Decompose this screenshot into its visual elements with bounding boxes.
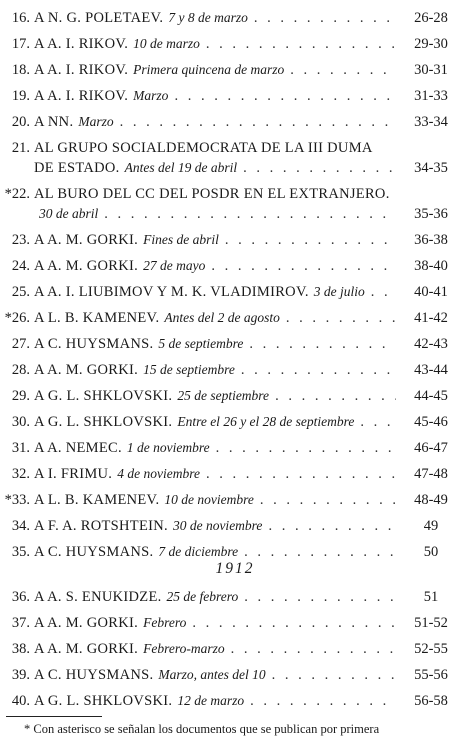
entry-recipient: A F. A. ROTSHTEIN. (34, 518, 168, 534)
dot-leader (286, 310, 396, 327)
entry-number: 23. (11, 232, 30, 248)
entry-recipient: A G. L. SHKLOVSKI. (34, 414, 173, 430)
entry-number: 34. (11, 518, 30, 534)
dot-leader (371, 284, 396, 301)
entry-date: 25 de septiembre (177, 388, 270, 403)
entry-date: 30 de noviembre (172, 518, 263, 533)
entry-date: Antes del 2 de agosto (164, 310, 280, 325)
entry-line (34, 667, 396, 684)
entry-line (34, 10, 396, 27)
entry-date: 12 de marzo (177, 693, 245, 708)
contents-entry (0, 663, 470, 689)
entry-line (34, 258, 396, 275)
dot-leader (206, 36, 396, 53)
entry-pages: 51 (423, 589, 439, 605)
entry-number: *26. (4, 310, 30, 326)
entry-number: 25. (11, 284, 30, 300)
entry-pages: 26-28 (414, 10, 448, 26)
dot-leader (120, 114, 396, 131)
contents-entry (0, 514, 470, 540)
contents-list-1911 (0, 6, 470, 566)
entry-date: 27 de mayo (143, 258, 206, 273)
entry-number: 35. (11, 544, 30, 560)
dot-leader (250, 693, 396, 710)
entry-line (34, 641, 396, 658)
contents-entry (0, 84, 470, 110)
entry-pages: 47-48 (414, 466, 448, 482)
contents-entry (0, 585, 470, 611)
entry-pages: 55-56 (414, 667, 448, 683)
entry-pages: 35-36 (414, 206, 448, 222)
contents-entry (0, 306, 470, 332)
entry-date: 3 de julio (313, 284, 365, 299)
entry-date: 1 de noviembre (126, 440, 210, 455)
dot-leader (216, 440, 396, 457)
entry-number: 38. (11, 641, 30, 657)
contents-entry (0, 410, 470, 436)
entry-date: Primera quincena de marzo (133, 62, 285, 77)
dot-leader (272, 667, 396, 684)
entry-number: 18. (11, 62, 30, 78)
entry-line (34, 114, 396, 131)
entry-pages: 48-49 (414, 492, 448, 508)
entry-number: 16. (11, 10, 30, 26)
dot-leader (211, 258, 396, 275)
entry-line (34, 310, 396, 327)
entry-line (34, 284, 396, 301)
entry-date: Marzo, antes del 10 (158, 667, 266, 682)
entry-date: Marzo (133, 88, 169, 103)
entry-recipient: A L. B. KAMENEV. (34, 310, 160, 326)
dot-leader (192, 615, 396, 632)
entry-recipient: A NN. (34, 114, 74, 130)
contents-entry (0, 6, 470, 32)
entry-number: 39. (11, 667, 30, 683)
entry-line (34, 388, 396, 405)
footnote: * Con asterisco se señalan los documentos que se publican por primera (24, 722, 380, 736)
dot-leader (275, 388, 396, 405)
entry-date: Entre el 26 y el 28 de septiembre (177, 414, 355, 429)
entry-pages: 51-52 (414, 615, 448, 631)
dot-leader (206, 466, 396, 483)
entry-pages: 38-40 (414, 258, 448, 274)
entry-recipient: A N. G. POLETAEV. (34, 10, 164, 26)
entry-line (34, 615, 396, 632)
entry-pages: 46-47 (414, 440, 448, 456)
entry-recipient: AL GRUPO SOCIALDEMOCRATA DE LA III DUMA (34, 140, 373, 156)
entry-pages: 33-34 (414, 114, 448, 130)
entry-recipient: A A. I. RIKOV. (34, 62, 129, 78)
entry-pages: 41-42 (414, 310, 448, 326)
dot-leader (241, 362, 396, 379)
entry-line (34, 186, 396, 203)
dot-leader (360, 414, 396, 431)
entry-date: Antes del 19 de abril (124, 160, 238, 175)
entry-date: 7 de diciembre (158, 544, 239, 559)
entry-number: 32. (11, 466, 30, 482)
entry-number: 20. (11, 114, 30, 130)
contents-entry (0, 280, 470, 306)
dot-leader (244, 544, 396, 561)
entry-number: 17. (11, 36, 30, 52)
entry-line (34, 140, 396, 157)
entry-recipient: AL BURO DEL CC DEL POSDR EN EL EXTRANJERO. (34, 186, 390, 202)
entry-recipient-continued: DE ESTADO. (34, 160, 120, 176)
entry-line (34, 693, 396, 710)
entry-number: 40. (11, 693, 30, 709)
entry-date: Marzo (78, 114, 114, 129)
entry-recipient: A A. M. GORKI. (34, 641, 139, 657)
entry-recipient: A A. NEMEC. (34, 440, 122, 456)
entry-pages: 29-30 (414, 36, 448, 52)
dot-leader (260, 492, 396, 509)
entry-line (34, 518, 396, 535)
entry-recipient: A I. FRIMU. (34, 466, 113, 482)
entry-date: 10 de noviembre (164, 492, 254, 507)
contents-list-1912 (0, 585, 470, 715)
entry-recipient: A C. HUYSMANS. (34, 544, 154, 560)
entry-number: 37. (11, 615, 30, 631)
contents-entry (0, 228, 470, 254)
contents-entry (0, 332, 470, 358)
entry-recipient: A A. M. GORKI. (34, 232, 139, 248)
entry-pages: 30-31 (414, 62, 448, 78)
entry-line (34, 62, 396, 79)
entry-line (34, 232, 396, 249)
entry-number: 29. (11, 388, 30, 404)
entry-recipient: A C. HUYSMANS. (34, 667, 154, 683)
entry-line (34, 362, 396, 379)
entry-line (34, 466, 396, 483)
year-heading: 1912 (215, 560, 255, 577)
entry-number: *33. (4, 492, 30, 508)
entry-pages: 56-58 (414, 693, 448, 709)
contents-entry (0, 32, 470, 58)
contents-entry (0, 58, 470, 84)
entry-line (34, 88, 396, 105)
entry-date: 5 de septiembre (158, 336, 244, 351)
dot-leader (231, 641, 396, 658)
dot-leader (249, 336, 396, 353)
entry-line (34, 36, 396, 53)
entry-recipient: A C. HUYSMANS. (34, 336, 154, 352)
entry-pages: 52-55 (414, 641, 448, 657)
entry-number: 36. (11, 589, 30, 605)
entry-date: 10 de marzo (133, 36, 200, 51)
entry-date: 25 de febrero (166, 589, 239, 604)
entry-date: 4 de noviembre (117, 466, 200, 481)
entry-pages: 36-38 (414, 232, 448, 248)
dot-leader (243, 160, 396, 177)
contents-entry (0, 110, 470, 136)
entry-recipient: A A. I. LIUBIMOV Y M. K. VLADIMIROV. (34, 284, 309, 300)
entry-number: 24. (11, 258, 30, 274)
dot-leader (254, 10, 396, 27)
entry-line (34, 544, 396, 561)
entry-line-continued (34, 160, 396, 177)
entry-number: 19. (11, 88, 30, 104)
entry-line (34, 492, 396, 509)
contents-entry (0, 136, 470, 182)
entry-date: 15 de septiembre (143, 362, 235, 377)
entry-pages: 49 (423, 518, 439, 534)
contents-entry (0, 254, 470, 280)
entry-pages: 44-45 (414, 388, 448, 404)
entry-pages: 40-41 (414, 284, 448, 300)
entry-number: 31. (11, 440, 30, 456)
entry-date: Febrero (143, 615, 187, 630)
contents-entry (0, 689, 470, 715)
entry-pages: 50 (423, 544, 439, 560)
entry-recipient: A A. M. GORKI. (34, 362, 139, 378)
entry-recipient: A G. L. SHKLOVSKI. (34, 388, 173, 404)
entry-date: 7 y 8 de marzo (168, 10, 248, 25)
footnote-rule (6, 716, 102, 717)
entry-recipient: A A. M. GORKI. (34, 615, 139, 631)
dot-leader (174, 88, 396, 105)
dot-leader (268, 518, 396, 535)
entry-date: Fines de abril (143, 232, 219, 247)
entry-recipient: A L. B. KAMENEV. (34, 492, 160, 508)
entry-pages: 34-35 (414, 160, 448, 176)
entry-date: Febrero-marzo (143, 641, 225, 656)
contents-entry (0, 436, 470, 462)
entry-pages: 45-46 (414, 414, 448, 430)
entry-pages: 42-43 (414, 336, 448, 352)
entry-line (34, 414, 396, 431)
entry-recipient: A A. I. RIKOV. (34, 88, 129, 104)
contents-entry (0, 462, 470, 488)
entry-number: 30. (11, 414, 30, 430)
contents-entry (0, 384, 470, 410)
entry-line-continued (34, 206, 396, 223)
dot-leader (244, 589, 396, 606)
entry-number: *22. (4, 186, 30, 202)
dot-leader (225, 232, 396, 249)
entry-number: 21. (11, 140, 30, 156)
entry-line (34, 440, 396, 457)
contents-entry (0, 182, 470, 228)
entry-recipient: A A. I. RIKOV. (34, 36, 129, 52)
contents-entry (0, 488, 470, 514)
entry-date: 30 de abril (39, 206, 99, 221)
contents-entry (0, 637, 470, 663)
entry-line (34, 589, 396, 606)
contents-entry (0, 611, 470, 637)
entry-recipient: A A. M. GORKI. (34, 258, 139, 274)
entry-pages: 31-33 (414, 88, 448, 104)
entry-number: 27. (11, 336, 30, 352)
entry-recipient: A A. S. ENUKIDZE. (34, 589, 162, 605)
dot-leader (290, 62, 396, 79)
dot-leader (104, 206, 396, 223)
entry-pages: 43-44 (414, 362, 448, 378)
entry-line (34, 336, 396, 353)
entry-recipient: A G. L. SHKLOVSKI. (34, 693, 173, 709)
contents-entry (0, 358, 470, 384)
entry-number: 28. (11, 362, 30, 378)
